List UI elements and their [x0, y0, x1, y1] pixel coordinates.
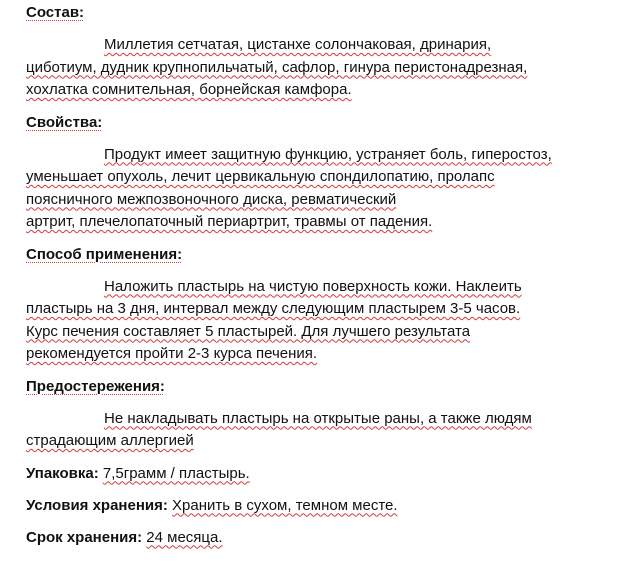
storage-value: Хранить в сухом, темном месте.	[172, 496, 398, 514]
warnings-line-1: Не накладывать пластырь на открытые раны, а также людям	[104, 409, 532, 427]
composition-line-2: циботиум, дудник крупнопильчатый, сафлор, гинура перистонадрезная,	[26, 58, 528, 76]
warnings-line-2: страдающим аллергией	[26, 432, 194, 449]
properties-line-3: поясничного межпозвоночного диска, ревматический	[26, 190, 397, 208]
composition-line-3: хохлатка сомнительная, борнейская камфора.	[26, 81, 352, 98]
properties-line-2: уменьшает опухоль, лечит цервикальную спондилопатию, пролапс	[26, 168, 495, 185]
usage-text	[26, 276, 628, 366]
properties-heading: Свойства:	[26, 113, 103, 131]
storage-row	[26, 495, 628, 517]
properties-line-4: артрит, плечелопаточный периартрит, травмы от падения.	[26, 213, 433, 230]
properties-text	[26, 144, 628, 234]
properties-line-1: Продукт имеет защитную функцию, устраняет боль, гиперостоз,	[104, 145, 552, 163]
usage-line-1: Наложить пластырь на чистую поверхность кожи. Наклеить	[104, 277, 522, 295]
packaging-label: Упаковка:	[26, 464, 99, 482]
composition-line-1: Миллетия сетчатая, цистанхе солончаковая, дринария,	[104, 36, 492, 53]
packaging-row	[26, 463, 628, 485]
composition-text	[26, 34, 628, 102]
shelf-life-label: Срок хранения:	[26, 528, 143, 546]
packaging-value: 7,5грамм / пластырь.	[102, 464, 250, 482]
usage-line-3: Курс печения составляет 5 пластырей. Для лучшего результата	[26, 322, 471, 340]
usage-line-4: рекомендуется пройти 2-3 курса печения.	[26, 345, 318, 362]
usage-heading: Способ применения:	[26, 245, 183, 263]
shelf-life-value: 24 месяца.	[146, 528, 223, 546]
usage-line-2: пластырь на 3 дня, интервал между следующим пластырем 3-5 часов.	[26, 300, 521, 317]
storage-label: Условия хранения:	[26, 496, 168, 514]
shelf-life-row	[26, 527, 628, 549]
composition-heading: Состав:	[26, 4, 85, 21]
warnings-heading: Предостережения:	[26, 377, 165, 395]
warnings-text	[26, 408, 628, 453]
